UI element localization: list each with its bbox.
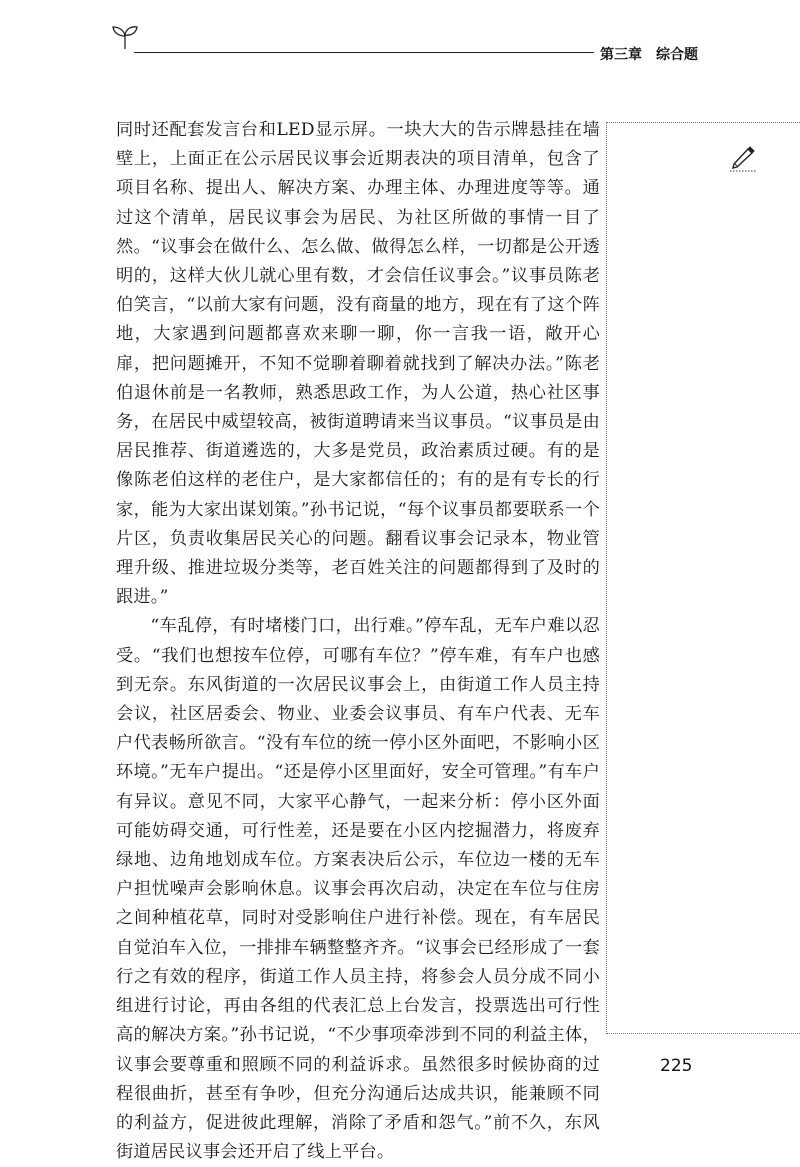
body-text [116, 116, 600, 1167]
margin-note-box [606, 122, 800, 1034]
paragraph-2: “车乱停，有时堵楼门口，出行难。”停车乱，无车户难以忍受。“我们也想按车位停，可哪有车位？”停车难，有车户也感到无奈。东风街道的一次居民议事会上，由街道工作人员主持会议，社区居委会、物业、业委会议事员、有车户代表、无车户代表畅所欲言。“没有车位的统一停小区外面吧，不影响小区环境。”无车户提出。“还是停小区里面好，安全可管理。”有车户有异议。意见不同，大家平心静气，一起来分析：停小区外面可能妨碍交通，可行性差，还是要在小区内挖掘潜力，将废弃绿地、边角地划成车位。方案表决后公示，车位边一楼的无车户担忧噪声会影响休息。议事会再次启动，决定在车位与住房之间种植花草，同时对受影响住户进行补偿。现在，有车居民自觉泊车入位，一排排车辆整整齐齐。“议事会已经形成了一套行之有效的程序，街道工作人员主持，将参会人员分成不同小组进行讨论，再由各组的代表汇总上台发言，投票选出可行性高的解决方案。”孙书记说，“不少事项牵涉到不同的利益主体，议事会要尊重和照顾不同的利益诉求。虽然很多时候协商的过程很曲折，甚至有争吵，但充分沟通后达成共识，能兼顾不同的利益方，促进彼此理解，消除了矛盾和怨气。”前不久，东风街道居民议事会还开启了线上平台。 [116, 616, 600, 1163]
section-label: 综合题 [656, 47, 698, 63]
header-chapter-title [600, 44, 698, 64]
sprout-icon [110, 24, 140, 50]
page-number: 225 [660, 1056, 693, 1076]
paragraph-1: 同时还配套发言台和LED显示屏。一块大大的告示牌悬挂在墙壁上，上面正在公示居民议事会近期表决的项目清单，包含了项目名称、提出人、解决方案、办理主体、办理进度等等。通过这个清单，居民议事会为居民、为社区所做的事情一目了然。“议事会在做什么、怎么做、做得怎么样，一切都是公开透明的，这样大伙儿就心里有数，才会信任议事会。”议事员陈老伯笑言，“以前大家有问题，没有商量的地方，现在有了这个阵地，大家遇到问题都喜欢来聊一聊，你一言我一语，敞开心扉，把问题摊开，不知不觉聊着聊着就找到了解决办法。”陈老伯退休前是一名教师，熟悉思政工作，为人公道，热心社区事务，在居民中威望较高，被街道聘请来当议事员。“议事员是由居民推荐、街道遴选的，大多是党员，政治素质过硬。有的是像陈老伯这样的老住户，是大家都信任的；有的是有专长的行家，能为大家出谋划策。”孙书记说，“每个议事员都要联系一个片区，负责收集居民关心的问题。翻看议事会记录本，物业管理升级、推进垃圾分类等，老百姓关注的问题都得到了及时的跟进。” [116, 120, 600, 608]
chapter-label: 第三章 [600, 47, 642, 63]
header-rule [134, 52, 594, 53]
pencil-icon [728, 142, 758, 172]
